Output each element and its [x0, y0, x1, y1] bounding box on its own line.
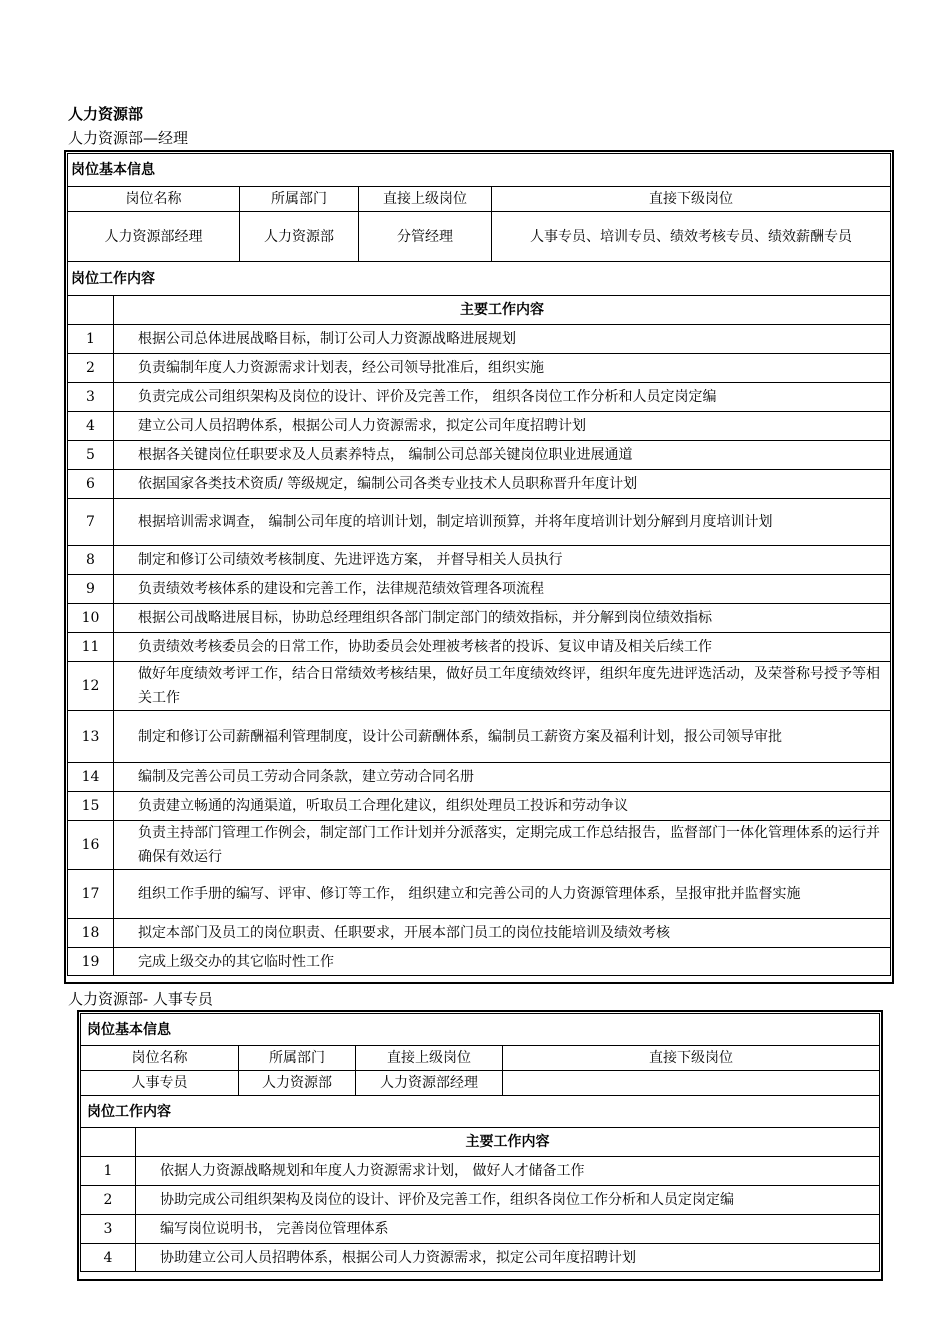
work-item-row [68, 412, 891, 441]
specialist-job-table [80, 1013, 880, 1272]
header-position-name: 岗位名称 [81, 1046, 239, 1071]
work-item-row [68, 575, 891, 604]
header-main-work: 主要工作内容 [114, 296, 891, 325]
value-position-name: 人力资源部经理 [68, 212, 240, 262]
work-item-text: 负责完成公司组织架构及岗位的设计、评价及完善工作， 组织各岗位工作分析和人员定岗定编 [114, 383, 891, 412]
work-item-row [68, 546, 891, 575]
work-item-number: 16 [68, 821, 114, 870]
work-item-row [68, 711, 891, 763]
manager-table-frame [64, 150, 894, 984]
work-item-text: 完成上级交办的其它临时性工作 [114, 948, 891, 976]
work-item-row [81, 1186, 880, 1215]
value-supervisor: 人力资源部经理 [356, 1071, 503, 1096]
work-item-number: 10 [68, 604, 114, 633]
work-item-number: 11 [68, 633, 114, 662]
section-work-content: 岗位工作内容 [68, 262, 891, 296]
header-main-work: 主要工作内容 [136, 1128, 880, 1157]
work-item-row [68, 441, 891, 470]
section-basic-info: 岗位基本信息 [81, 1014, 880, 1046]
work-item-number: 13 [68, 711, 114, 763]
section-work-content: 岗位工作内容 [81, 1096, 880, 1128]
work-item-text: 协助建立公司人员招聘体系，根据公司人力资源需求，拟定公司年度招聘计划 [136, 1244, 880, 1272]
work-item-number: 9 [68, 575, 114, 604]
work-item-number: 17 [68, 870, 114, 919]
work-item-number: 2 [68, 354, 114, 383]
work-item-number: 4 [81, 1244, 136, 1272]
work-item-text: 做好年度绩效考评工作，结合日常绩效考核结果，做好员工年度绩效终评，组织年度先进评选活动，及荣誉称号授予等相关工作 [114, 662, 891, 711]
work-item-row [68, 919, 891, 948]
work-item-row [68, 870, 891, 919]
number-header-cell [81, 1128, 136, 1157]
value-position-name: 人事专员 [81, 1071, 239, 1096]
value-department: 人力资源部 [239, 1071, 356, 1096]
work-item-number: 7 [68, 499, 114, 546]
work-item-text: 依据国家各类技术资质/ 等级规定，编制公司各类专业技术人员职称晋升年度计划 [114, 470, 891, 499]
work-item-number: 18 [68, 919, 114, 948]
header-subordinates: 直接下级岗位 [492, 187, 891, 212]
work-item-row [68, 499, 891, 546]
work-item-text: 负责建立畅通的沟通渠道，听取员工合理化建议，组织处理员工投诉和劳动争议 [114, 792, 891, 821]
work-item-row [68, 354, 891, 383]
header-position-name: 岗位名称 [68, 187, 240, 212]
work-item-number: 15 [68, 792, 114, 821]
header-department: 所属部门 [240, 187, 359, 212]
value-department: 人力资源部 [240, 212, 359, 262]
work-item-text: 根据公司战略进展目标，协助总经理组织各部门制定部门的绩效指标，并分解到岗位绩效指标 [114, 604, 891, 633]
header-subordinates: 直接下级岗位 [503, 1046, 880, 1071]
work-item-number: 2 [81, 1186, 136, 1215]
work-item-row [68, 633, 891, 662]
work-item-text: 编写岗位说明书， 完善岗位管理体系 [136, 1215, 880, 1244]
work-item-number: 4 [68, 412, 114, 441]
work-item-row [81, 1244, 880, 1272]
position-title-manager: 人力资源部—经理 [68, 129, 189, 147]
work-item-row [81, 1215, 880, 1244]
work-item-text: 拟定本部门及员工的岗位职责、任职要求，开展本部门员工的岗位技能培训及绩效考核 [114, 919, 891, 948]
work-item-number: 8 [68, 546, 114, 575]
value-supervisor: 分管经理 [359, 212, 492, 262]
header-supervisor: 直接上级岗位 [356, 1046, 503, 1071]
specialist-table-frame [77, 1010, 883, 1281]
work-item-number: 3 [68, 383, 114, 412]
section-basic-info: 岗位基本信息 [68, 154, 891, 187]
work-item-text: 制定和修订公司绩效考核制度、先进评选方案， 并督导相关人员执行 [114, 546, 891, 575]
work-item-text: 制定和修订公司薪酬福利管理制度，设计公司薪酬体系，编制员工薪资方案及福利计划，报公司领导审批 [114, 711, 891, 763]
work-item-number: 14 [68, 763, 114, 792]
work-item-number: 19 [68, 948, 114, 976]
value-subordinates: 人事专员、培训专员、绩效考核专员、绩效薪酬专员 [492, 212, 891, 262]
work-item-number: 6 [68, 470, 114, 499]
work-item-text: 负责编制年度人力资源需求计划表，经公司领导批准后，组织实施 [114, 354, 891, 383]
work-item-text: 负责绩效考核委员会的日常工作，协助委员会处理被考核者的投诉、复议申请及相关后续工作 [114, 633, 891, 662]
work-item-text: 协助完成公司组织架构及岗位的设计、评价及完善工作，组织各岗位工作分析和人员定岗定编 [136, 1186, 880, 1215]
work-item-text: 根据公司总体进展战略目标，制订公司人力资源战略进展规划 [114, 325, 891, 354]
header-department: 所属部门 [239, 1046, 356, 1071]
work-item-text: 建立公司人员招聘体系，根据公司人力资源需求，拟定公司年度招聘计划 [114, 412, 891, 441]
work-item-row [81, 1157, 880, 1186]
work-item-row [68, 325, 891, 354]
header-supervisor: 直接上级岗位 [359, 187, 492, 212]
work-item-text: 根据各关键岗位任职要求及人员素养特点， 编制公司总部关键岗位职业进展通道 [114, 441, 891, 470]
work-item-row [68, 383, 891, 412]
work-item-text: 负责主持部门管理工作例会，制定部门工作计划并分派落实，定期完成工作总结报告，监督部门一体化管理体系的运行并确保有效运行 [114, 821, 891, 870]
work-item-text: 编制及完善公司员工劳动合同条款，建立劳动合同名册 [114, 763, 891, 792]
work-item-row [68, 470, 891, 499]
work-item-number: 12 [68, 662, 114, 711]
work-item-row [68, 948, 891, 976]
manager-job-table [67, 153, 891, 976]
work-item-number: 5 [68, 441, 114, 470]
value-subordinates [503, 1071, 880, 1096]
work-item-number: 1 [81, 1157, 136, 1186]
department-heading: 人力资源部 [68, 105, 144, 123]
work-item-row [68, 604, 891, 633]
work-item-number: 3 [81, 1215, 136, 1244]
work-item-text: 组织工作手册的编写、评审、修订等工作， 组织建立和完善公司的人力资源管理体系，呈报审批并监督实施 [114, 870, 891, 919]
work-item-row [68, 662, 891, 711]
work-item-text: 负责绩效考核体系的建设和完善工作，法律规范绩效管理各项流程 [114, 575, 891, 604]
number-header-cell [68, 296, 114, 325]
work-item-row [68, 763, 891, 792]
work-item-row [68, 792, 891, 821]
position-title-hr-specialist: 人力资源部- 人事专员 [68, 990, 213, 1008]
work-item-text: 根据培训需求调查， 编制公司年度的培训计划，制定培训预算，并将年度培训计划分解到月度培训计划 [114, 499, 891, 546]
work-item-row [68, 821, 891, 870]
work-item-number: 1 [68, 325, 114, 354]
work-item-text: 依据人力资源战略规划和年度人力资源需求计划， 做好人才储备工作 [136, 1157, 880, 1186]
